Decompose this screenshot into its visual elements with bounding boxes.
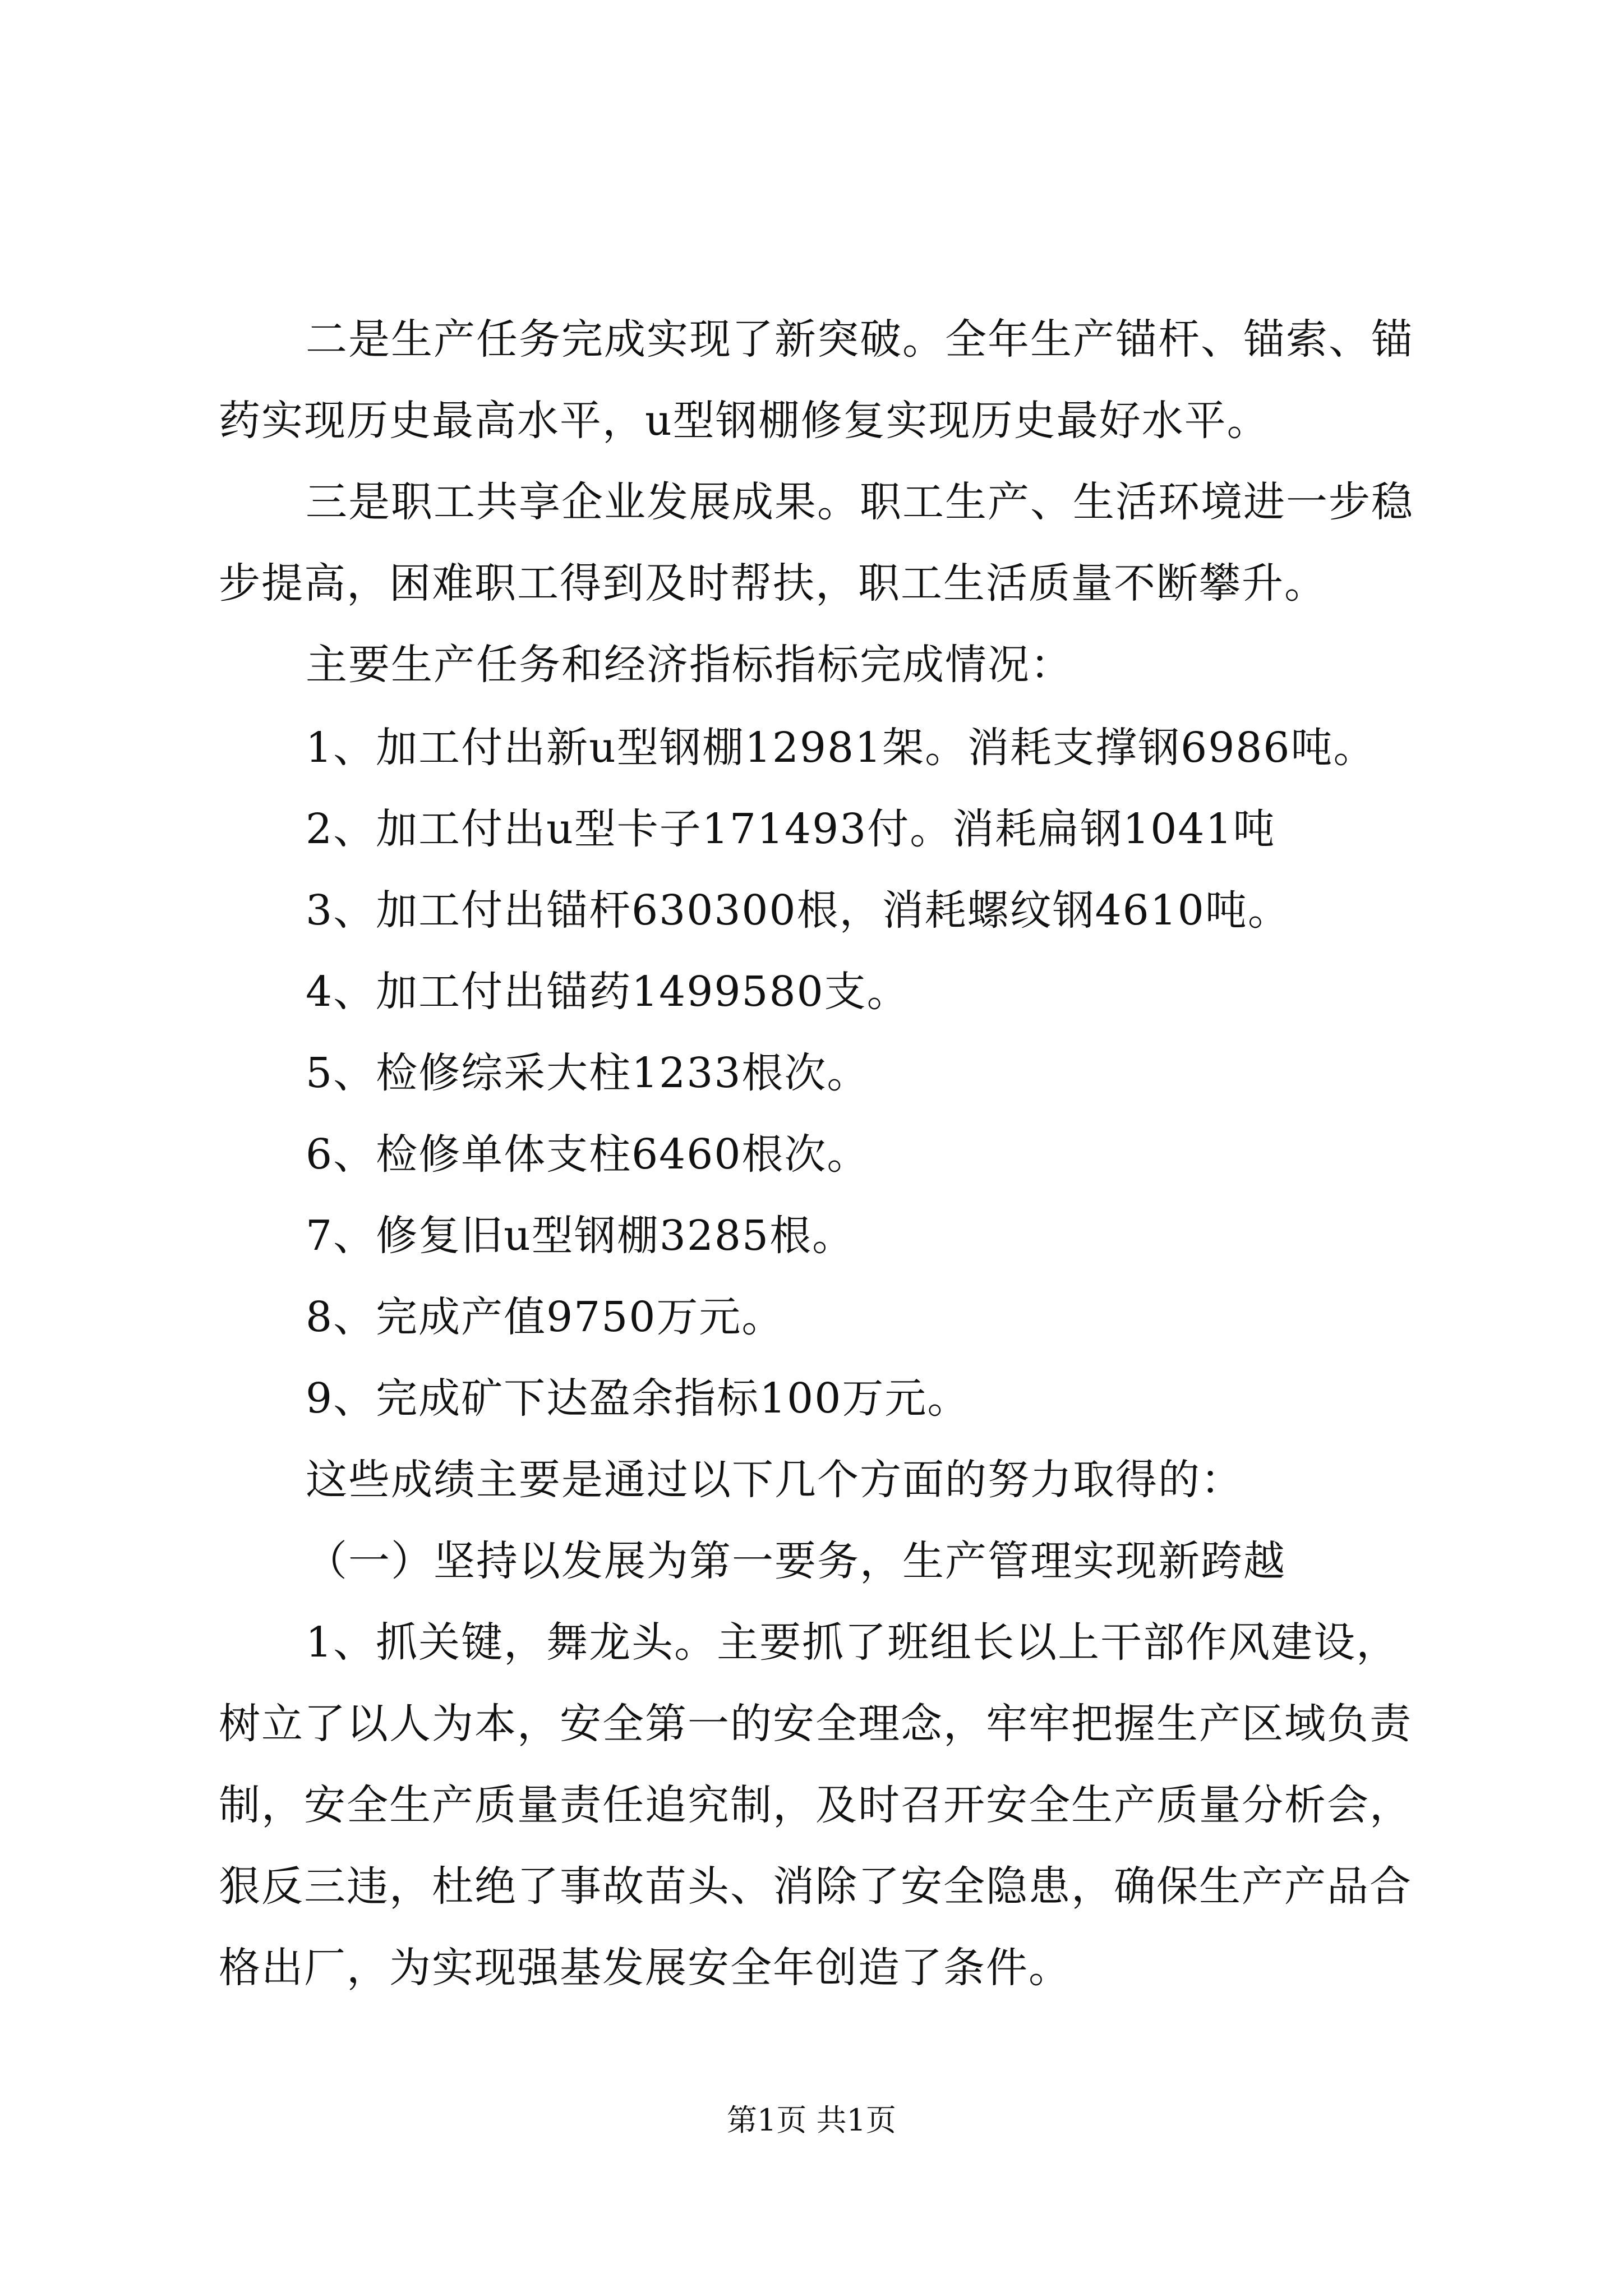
text-line: 格出厂，为实现强基发展安全年创造了条件。: [219, 1944, 1071, 1992]
list-item: 2、加工付出u型卡子171493付。消耗扁钢1041吨: [306, 805, 1276, 853]
text-line: 步提高，困难职工得到及时帮扶，职工生活质量不断攀升。: [219, 559, 1327, 608]
text-line: 树立了以人为本，安全第一的安全理念，牢牢把握生产区域负责: [219, 1700, 1412, 1748]
list-item: 8、完成产值9750万元。: [306, 1293, 785, 1341]
text-line: 主要生产任务和经济指标指标完成情况：: [306, 641, 1073, 689]
text-line: 制，安全生产质量责任追究制，及时召开安全生产质量分析会，: [219, 1781, 1412, 1829]
list-item: 9、完成矿下达盈余指标100万元。: [306, 1374, 970, 1423]
text-line: 二是生产任务完成实现了新突破。全年生产锚杆、锚索、锚: [306, 315, 1414, 364]
text-line: 三是职工共享企业发展成果。职工生产、生活环境进一步稳: [306, 478, 1414, 526]
page-footer: 第1页 共1页: [727, 2102, 896, 2138]
text-line: 药实现历史最高水平，u型钢棚修复实现历史最好水平。: [219, 397, 1270, 445]
text-line: 这些成绩主要是通过以下几个方面的努力取得的：: [306, 1456, 1243, 1504]
list-item: 3、加工付出锚杆630300根，消耗螺纹钢4610吨。: [306, 886, 1290, 935]
list-item: 5、检修综采大柱1233根次。: [306, 1049, 870, 1097]
text-line: 1、抓关键，舞龙头。主要抓了班组长以上干部作风建设，: [306, 1618, 1399, 1667]
list-item: 4、加工付出锚药1499580支。: [306, 968, 910, 1016]
text-line: 狠反三违，杜绝了事故苗头、消除了安全隐患，确保生产产品合: [219, 1862, 1412, 1911]
list-item: 7、修复旧u型钢棚3285根。: [306, 1212, 855, 1260]
list-item: 6、检修单体支柱6460根次。: [306, 1130, 870, 1179]
section-heading: （一）坚持以发展为第一要务，生产管理实现新跨越: [306, 1537, 1286, 1585]
list-item: 1、加工付出新u型钢棚12981架。消耗支撑钢6986吨。: [306, 724, 1376, 772]
